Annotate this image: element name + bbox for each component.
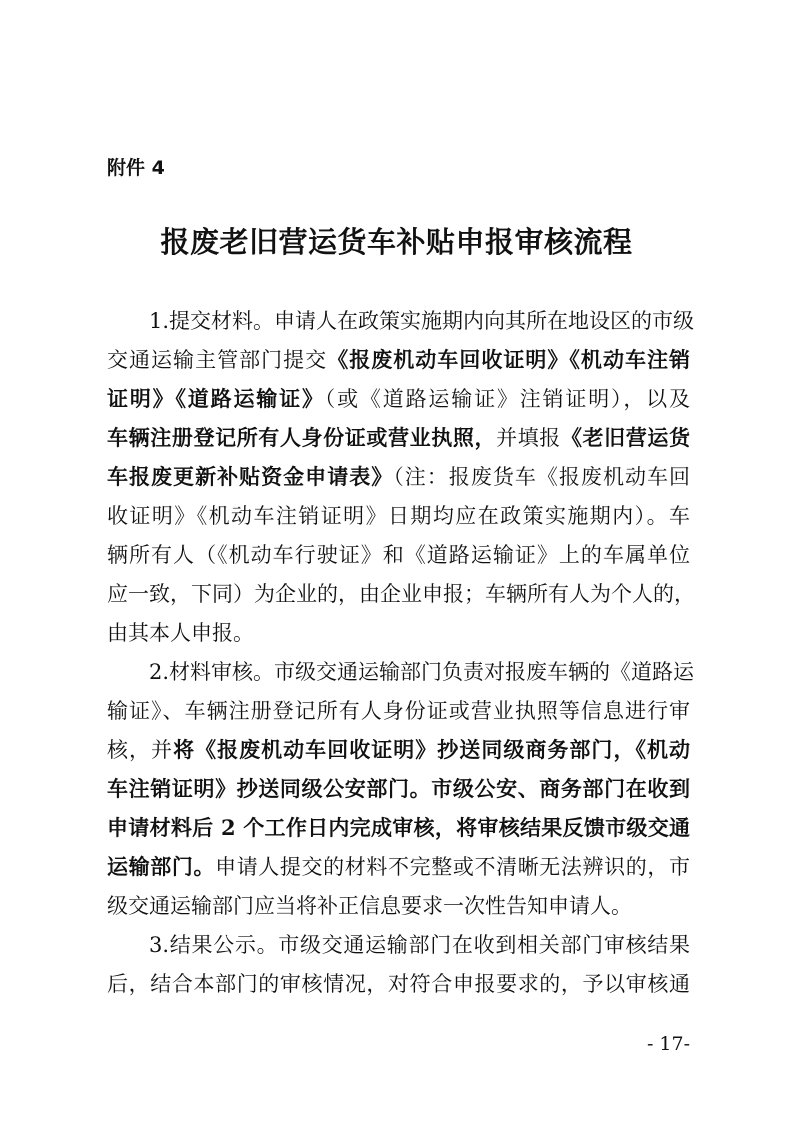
text-run: 由其本人申报。 (107, 621, 254, 645)
page-number: - 17- (646, 1033, 690, 1055)
text-run: 核，并 (107, 738, 174, 762)
body-line (149, 928, 690, 962)
body-line (107, 382, 690, 416)
text-run: 车报废更新补贴资金申请表》 (107, 464, 394, 489)
text-run: 1.提交材料。申请人在政策实施期内向其所在地设区的市级 (149, 309, 695, 333)
body-line (149, 304, 695, 338)
body-line (107, 616, 690, 650)
body-line (107, 421, 690, 455)
text-run: 《报废机动车回收证明》《机动车注销 (327, 347, 691, 372)
text-run: 《老旧营运货 (560, 425, 691, 450)
text-run: 证明》《道路运输证》 (107, 386, 325, 411)
text-run: 申请人提交的材料不完整或不清晰无法辨识的，市 (215, 855, 690, 879)
text-run: 后，结合本部门的审核情况，对符合申报要求的，予以审核通 (107, 972, 690, 996)
body-line (107, 577, 695, 611)
text-run: 并填报 (496, 426, 561, 450)
body-line (107, 538, 690, 572)
text-run: 将《报废机动车回收证明》抄送同级商务部门，《机动 (173, 737, 691, 762)
text-run: 辆所有人（《机动车行驶证》和《道路运输证》上的车属单位 (107, 543, 690, 567)
text-run: 车辆注册登记所有人身份证或营业执照， (107, 425, 497, 450)
text-run: 级交通运输部门应当将补正信息要求一次性告知申请人。 (107, 894, 632, 918)
body-line (107, 967, 690, 1001)
body-line (107, 733, 690, 767)
text-run: 2.材料审核。市级交通运输部门负责对报废车辆的《道路运 (149, 660, 695, 684)
text-run: 车注销证明》抄送同级公安部门。市级公安、商务部门在收到 (107, 776, 690, 801)
text-run: 3.结果公示。市级交通运输部门在收到相关部门审核结果 (149, 933, 690, 957)
body-line (107, 889, 690, 923)
body-line (107, 694, 690, 728)
attachment-label: 附件 4 (107, 157, 165, 179)
text-run: 收证明》《机动车注销证明》日期均应在政策实施期内）。车 (107, 504, 690, 528)
page-title: 报废老旧营运货车补贴申报审核流程 (160, 225, 633, 259)
body-line (107, 499, 690, 533)
text-run: 应一致，下同）为企业的，由企业申报；车辆所有人为个人的， (107, 582, 695, 606)
body-line (107, 343, 690, 377)
body-line (149, 655, 695, 689)
body-line (107, 772, 690, 806)
text-run: 交通运输主管部门提交 (107, 348, 328, 372)
body-line (107, 460, 690, 494)
text-run: （或《道路运输证》注销证明），以及 (324, 387, 691, 411)
body-line (107, 850, 690, 884)
text-run: 申请材料后 2 个工作日内完成审核，将审核结果反馈市级交通 (107, 815, 690, 840)
text-run: 运输部门。 (107, 854, 216, 879)
text-run: 输证》、车辆注册登记所有人身份证或营业执照等信息进行审 (107, 699, 690, 723)
body-line (107, 811, 690, 845)
text-run: （注：报废货车《报废机动车回 (393, 465, 690, 489)
